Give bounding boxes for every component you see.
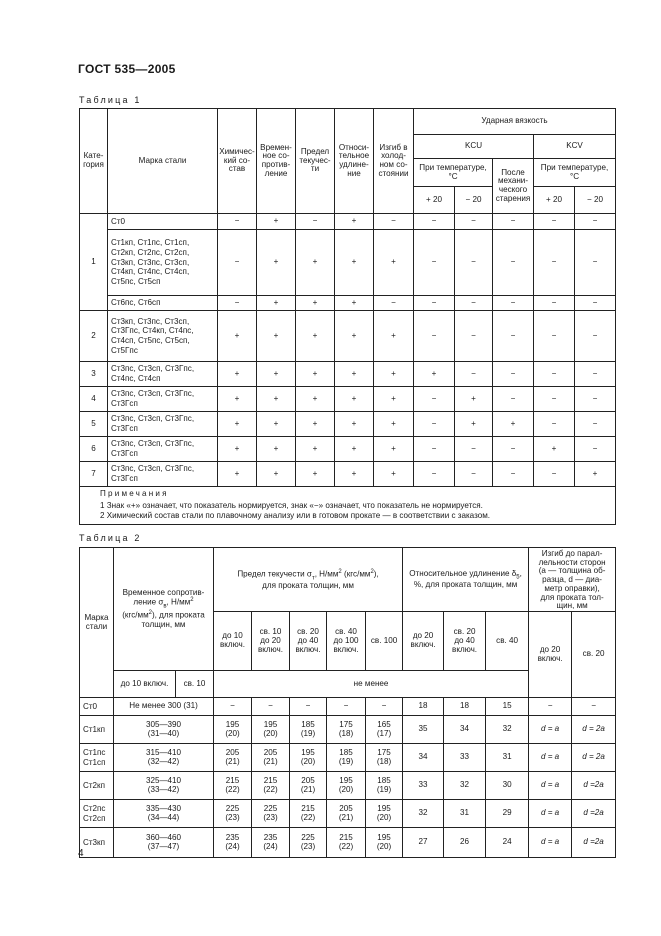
t1-cell-value: +: [218, 311, 257, 362]
t1-cell-value: +: [335, 230, 374, 296]
t2-header-bend: Изгиб до парал- лельности сторон (a — толщина об- разца, d — диа- метр оправки), для проката тол- щин, мм: [529, 548, 616, 612]
t1-cell-value: +: [218, 387, 257, 412]
t2-row: [80, 716, 616, 744]
t2-cell-yield: 225 (23): [252, 800, 290, 828]
t2-cell-grade: Ст1пс Ст1сп: [80, 744, 114, 772]
t1-header-kcv: KCV: [534, 135, 616, 159]
t1-cell-value: −: [493, 214, 534, 230]
t2-header-yield-col: св. 20 до 40 включ.: [290, 612, 327, 671]
t1-note-1: 1 Знак «+» означает, что показатель нормируется, знак «−» означает, что показатель не нормируется.: [100, 500, 483, 510]
t2-row: [80, 772, 616, 800]
t2-cell-grade: Ст2пс Ст2сп: [80, 800, 114, 828]
t2-cell-yield: 195 (20): [366, 800, 403, 828]
t2-header-tensile-col: св. 10: [176, 671, 214, 698]
t1-cell-value: +: [335, 311, 374, 362]
t2-cell-yield: 185 (19): [366, 772, 403, 800]
t1-cell-value: −: [534, 296, 575, 311]
page-number: 4: [78, 848, 84, 859]
t1-cell-value: −: [575, 230, 616, 296]
t1-cell-value: −: [414, 311, 455, 362]
t2-cell-elong: 18: [444, 698, 486, 716]
t1-cell-value: −: [455, 311, 493, 362]
t2-cell-elong: 35: [403, 716, 444, 744]
t1-cell-value: −: [414, 296, 455, 311]
t2-cell-elong: 31: [486, 744, 529, 772]
t1-cell-value: −: [493, 230, 534, 296]
t2-cell-grade: Ст1кп: [80, 716, 114, 744]
t2-cell-yield: 225 (23): [214, 800, 252, 828]
t2-cell-bend: d = a: [529, 828, 572, 858]
t2-header-yield-col: св. 10 до 20 включ.: [252, 612, 290, 671]
t1-cell-grade: Ст0: [108, 214, 218, 230]
t1-cell-category: 6: [80, 437, 108, 462]
t1-cell-value: +: [374, 311, 414, 362]
t1-cell-value: +: [534, 437, 575, 462]
t1-header-bend: Изгиб в холод- ном со- стоянии: [374, 109, 414, 214]
t2-cell-yield: 215 (22): [252, 772, 290, 800]
t2-cell-elong: 26: [444, 828, 486, 858]
t2-cell-yield: 195 (20): [366, 828, 403, 858]
t2-header-elong: Относительное удлинение $\delta_5$, %, для проката толщин, мм: [403, 548, 529, 612]
t2-row: [80, 800, 616, 828]
t1-cell-grade: Ст3пс, Ст3сп, Ст3Гпс, Ст3Гсп: [108, 387, 218, 412]
t1-cell-value: +: [296, 311, 335, 362]
t2-cell-grade: Ст2кп: [80, 772, 114, 800]
t1-cell-value: −: [534, 311, 575, 362]
t1-cell-value: −: [455, 462, 493, 487]
t1-cell-value: +: [335, 437, 374, 462]
t1-notes: [80, 487, 616, 525]
t2-cell-yield: 195 (20): [252, 716, 290, 744]
t2-cell-tensile: 335—430 (34—44): [114, 800, 214, 828]
t1-header-kcu-temp: При температуре, °С: [414, 159, 493, 187]
t2-cell-tensile: 315—410 (32—42): [114, 744, 214, 772]
t2-header-tensile: Временное сопротив- ление $\sigma_в$, $Н/мм^2$ $(кгс/мм^2)$, для проката толщин, мм: [114, 548, 214, 671]
table2: [79, 547, 616, 858]
t1-cell-value: +: [257, 296, 296, 311]
t2-cell-yield: 235 (24): [252, 828, 290, 858]
t1-header-grade: Марка стали: [108, 109, 218, 214]
t1-cell-value: +: [455, 412, 493, 437]
t1-row: [80, 296, 616, 311]
t1-cell-value: −: [534, 362, 575, 387]
t1-cell-value: −: [374, 296, 414, 311]
t2-cell-tensile: 305—390 (31—40): [114, 716, 214, 744]
t2-cell-yield: −: [327, 698, 366, 716]
t2-header-yield-col: до 10 включ.: [214, 612, 252, 671]
t2-cell-elong: 31: [444, 800, 486, 828]
t2-header-elong-col: до 20 включ.: [403, 612, 444, 671]
t1-cell-value: −: [414, 214, 455, 230]
t2-row: [80, 828, 616, 858]
t1-cell-value: −: [575, 412, 616, 437]
t2-cell-yield: 205 (21): [252, 744, 290, 772]
t1-cell-grade: Ст3пс, Ст3сп, Ст3Гпс, Ст3Гсп: [108, 462, 218, 487]
table2-caption: Таблица 2: [79, 533, 142, 543]
t2-cell-elong: 15: [486, 698, 529, 716]
table1-caption: Таблица 1: [79, 95, 142, 105]
t1-header-kcv-temp: При температуре, °С: [534, 159, 616, 187]
t1-cell-value: +: [218, 362, 257, 387]
table1: [79, 108, 616, 525]
t1-cell-value: +: [296, 230, 335, 296]
t2-header-elong-col: св. 20 до 40 включ.: [444, 612, 486, 671]
t2-cell-yield: −: [290, 698, 327, 716]
t2-cell-yield: −: [214, 698, 252, 716]
t2-cell-yield: 205 (21): [290, 772, 327, 800]
t1-cell-value: −: [455, 437, 493, 462]
t2-cell-yield: 175 (18): [366, 744, 403, 772]
t1-cell-grade: Ст3пс, Ст3сп, Ст3Гпс, Ст3Гсп: [108, 437, 218, 462]
t1-cell-value: −: [575, 387, 616, 412]
t1-cell-category: 1: [80, 214, 108, 311]
t1-cell-value: −: [575, 437, 616, 462]
t1-cell-value: −: [493, 362, 534, 387]
t2-cell-bend: d = 2a: [572, 716, 616, 744]
t2-cell-yield: 215 (22): [327, 828, 366, 858]
t1-cell-value: +: [257, 437, 296, 462]
t1-notes-title: Примечания: [100, 489, 169, 498]
t2-cell-elong: 27: [403, 828, 444, 858]
t1-cell-value: −: [534, 462, 575, 487]
t1-cell-category: 2: [80, 311, 108, 362]
t1-cell-value: +: [257, 230, 296, 296]
t1-cell-value: −: [534, 387, 575, 412]
t2-cell-elong: 24: [486, 828, 529, 858]
t2-cell-yield: 195 (20): [214, 716, 252, 744]
t1-cell-grade: Ст6пс, Ст6сп: [108, 296, 218, 311]
t1-note-2: 2 Химический состав стали по плавочному анализу или в готовом прокате — в соответствии с заказом.: [100, 511, 491, 521]
t2-cell-elong: 34: [403, 744, 444, 772]
t1-cell-grade: Ст3пс, Ст3сп, Ст3Гпс, Ст3Гсп: [108, 412, 218, 437]
t1-header-tensile: Времен- ное со- против- ление: [257, 109, 296, 214]
t1-cell-value: +: [335, 362, 374, 387]
t1-row: [80, 437, 616, 462]
t2-cell-yield: −: [366, 698, 403, 716]
t2-cell-bend: d =2a: [572, 800, 616, 828]
t1-cell-value: −: [493, 387, 534, 412]
t2-header-yield-col: св. 40 до 100 включ.: [327, 612, 366, 671]
t1-cell-value: +: [296, 362, 335, 387]
t2-cell-bend: d =2a: [572, 772, 616, 800]
t2-cell-elong: 29: [486, 800, 529, 828]
t2-cell-yield: 165 (17): [366, 716, 403, 744]
t2-cell-grade: Ст3кп: [80, 828, 114, 858]
t1-cell-value: +: [455, 387, 493, 412]
t1-cell-category: 3: [80, 362, 108, 387]
t1-cell-value: −: [414, 230, 455, 296]
t2-cell-yield: 185 (19): [327, 744, 366, 772]
t2-cell-yield: 225 (23): [290, 828, 327, 858]
t1-header-category: Кате- гория: [80, 109, 108, 214]
t1-cell-value: −: [455, 230, 493, 296]
t2-cell-yield: −: [252, 698, 290, 716]
t2-cell-tensile: 360—460 (37—47): [114, 828, 214, 858]
t2-cell-bend: d = a: [529, 800, 572, 828]
t2-row: [80, 698, 616, 716]
t2-cell-bend: −: [529, 698, 572, 716]
t1-cell-value: +: [257, 214, 296, 230]
t1-cell-value: +: [374, 462, 414, 487]
t2-cell-grade: Ст0: [80, 698, 114, 716]
t1-cell-value: −: [218, 296, 257, 311]
t1-cell-grade: Ст3кп, Ст3пс, Ст3сп, Ст3Гпс, Ст4кп, Ст4пс, Ст4сп, Ст5пс, Ст5сп, Ст5Гпс: [108, 311, 218, 362]
t1-cell-value: −: [414, 462, 455, 487]
t1-cell-grade: Ст3пс, Ст3сп, Ст3Гпс, Ст4пс, Ст4сп: [108, 362, 218, 387]
t2-cell-bend: −: [572, 698, 616, 716]
t1-cell-grade: Ст1кп, Ст1пс, Ст1сп, Ст2кп, Ст2пс, Ст2сп, Ст3кп, Ст3пс, Ст3сп, Ст4кп, Ст4пс, Ст4сп, Ст5пс, Ст5сп: [108, 230, 218, 296]
t1-row: [80, 412, 616, 437]
t2-cell-yield: 175 (18): [327, 716, 366, 744]
t1-cell-value: +: [257, 362, 296, 387]
t2-cell-bend: d = a: [529, 716, 572, 744]
t2-cell-bend: d = a: [529, 744, 572, 772]
t1-header-kcu-minus20: − 20: [455, 187, 493, 214]
t2-cell-bend: d =2a: [572, 828, 616, 858]
t1-header-kcu-aging: После механи- ческого старения: [493, 159, 534, 214]
t1-cell-value: +: [257, 462, 296, 487]
t2-cell-elong: 32: [403, 800, 444, 828]
t2-cell-elong: 18: [403, 698, 444, 716]
t2-cell-yield: 195 (20): [327, 772, 366, 800]
t2-cell-yield: 215 (22): [290, 800, 327, 828]
t2-header-bend-col: св. 20: [572, 612, 616, 698]
t1-cell-value: −: [575, 311, 616, 362]
t2-cell-yield: 195 (20): [290, 744, 327, 772]
t2-cell-elong: 33: [444, 744, 486, 772]
t2-cell-bend: d = 2a: [572, 744, 616, 772]
t1-cell-value: +: [218, 462, 257, 487]
t1-cell-value: −: [455, 214, 493, 230]
t1-header-kcu-plus20: + 20: [414, 187, 455, 214]
t2-cell-yield: 205 (21): [214, 744, 252, 772]
t1-cell-value: −: [493, 437, 534, 462]
t2-header-tensile-col: до 10 включ.: [114, 671, 176, 698]
t1-row: [80, 462, 616, 487]
t2-cell-elong: 34: [444, 716, 486, 744]
t1-cell-value: +: [374, 362, 414, 387]
t1-cell-category: 7: [80, 462, 108, 487]
t1-cell-value: −: [374, 214, 414, 230]
t2-cell-yield: 235 (24): [214, 828, 252, 858]
t1-cell-value: +: [414, 362, 455, 387]
t1-row: [80, 230, 616, 296]
t2-cell-yield: 215 (22): [214, 772, 252, 800]
t1-header-yield: Предел текучес- ти: [296, 109, 335, 214]
t2-cell-yield: 185 (19): [290, 716, 327, 744]
t1-cell-value: −: [493, 296, 534, 311]
t1-cell-value: +: [257, 412, 296, 437]
t2-cell-elong: 32: [486, 716, 529, 744]
t1-row: [80, 311, 616, 362]
document-title: ГОСТ 535—2005: [78, 62, 176, 76]
t1-cell-value: +: [335, 214, 374, 230]
t1-cell-value: +: [374, 387, 414, 412]
t2-header-bend-col: до 20 включ.: [529, 612, 572, 698]
t1-cell-value: −: [414, 437, 455, 462]
t1-cell-value: −: [493, 311, 534, 362]
t1-cell-category: 4: [80, 387, 108, 412]
t1-row: [80, 214, 616, 230]
t2-header-yield: Предел текучести $\sigma_т$, $Н/мм^2$ $(кгс/мм^2)$, для проката толщин, мм: [214, 548, 403, 612]
t2-cell-tensile: 325—410 (33—42): [114, 772, 214, 800]
t1-cell-value: +: [335, 462, 374, 487]
t1-cell-value: −: [455, 362, 493, 387]
t1-header-kcv-minus20: − 20: [575, 187, 616, 214]
t1-cell-value: +: [374, 230, 414, 296]
t1-cell-value: +: [296, 462, 335, 487]
t1-cell-value: +: [335, 387, 374, 412]
t2-cell-elong: 33: [403, 772, 444, 800]
t1-cell-value: +: [374, 412, 414, 437]
t2-cell-elong: 30: [486, 772, 529, 800]
t2-cell-elong: 32: [444, 772, 486, 800]
t1-cell-value: +: [296, 296, 335, 311]
t1-cell-value: −: [575, 296, 616, 311]
t1-header-chem: Химичес- кий со- став: [218, 109, 257, 214]
t1-cell-category: 5: [80, 412, 108, 437]
t1-cell-value: +: [257, 311, 296, 362]
t1-cell-value: −: [493, 462, 534, 487]
t1-header-kcu: KCU: [414, 135, 534, 159]
t1-cell-value: +: [493, 412, 534, 437]
t1-header-elong: Относи- тельное удлине- ние: [335, 109, 374, 214]
t2-cell-tensile: Не менее 300 (31): [114, 698, 214, 716]
t2-header-yield-col: св. 100: [366, 612, 403, 671]
t1-cell-value: +: [218, 437, 257, 462]
t1-cell-value: +: [296, 437, 335, 462]
t1-cell-value: +: [296, 387, 335, 412]
t1-header-kcv-plus20: + 20: [534, 187, 575, 214]
t1-cell-value: −: [296, 214, 335, 230]
t2-header-elong-col: св. 40: [486, 612, 529, 671]
t1-cell-value: −: [414, 387, 455, 412]
t2-header-not-less: не менее: [214, 671, 529, 698]
t1-cell-value: +: [335, 412, 374, 437]
t1-cell-value: +: [296, 412, 335, 437]
t1-cell-value: −: [414, 412, 455, 437]
t1-cell-value: −: [534, 214, 575, 230]
t2-cell-yield: 205 (21): [327, 800, 366, 828]
t1-cell-value: −: [218, 214, 257, 230]
t2-cell-bend: d = a: [529, 772, 572, 800]
t1-cell-value: −: [534, 412, 575, 437]
t1-cell-value: −: [575, 214, 616, 230]
t1-cell-value: +: [374, 437, 414, 462]
t1-cell-value: +: [575, 462, 616, 487]
t1-cell-value: +: [218, 412, 257, 437]
t2-row: [80, 744, 616, 772]
t1-cell-value: +: [257, 387, 296, 412]
t1-cell-value: −: [218, 230, 257, 296]
t1-row: [80, 387, 616, 412]
t1-row: [80, 362, 616, 387]
t1-cell-value: −: [534, 230, 575, 296]
t2-header-grade: Марка стали: [80, 548, 114, 698]
t1-cell-value: −: [455, 296, 493, 311]
t1-cell-value: −: [575, 362, 616, 387]
t1-cell-value: +: [335, 296, 374, 311]
t1-header-impact: Ударная вязкость: [414, 109, 616, 135]
